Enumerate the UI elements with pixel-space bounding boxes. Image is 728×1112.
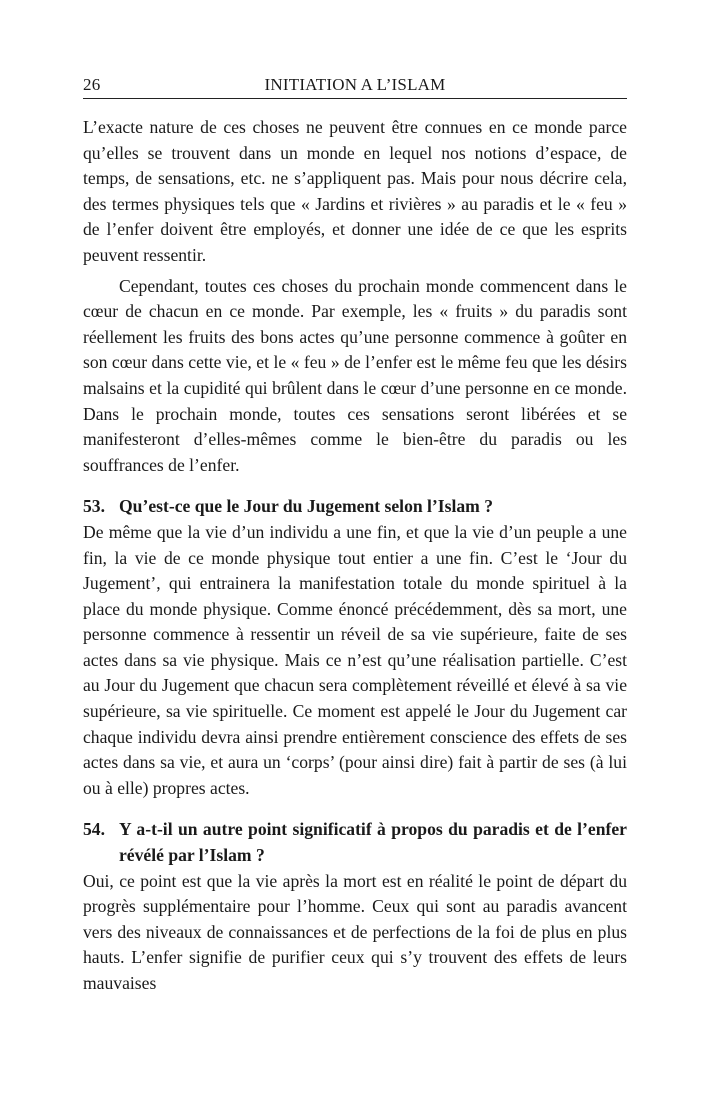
running-title: INITIATION A L’ISLAM: [264, 75, 446, 94]
question-53-number: 53.: [83, 496, 105, 517]
question-54-heading: [83, 817, 627, 868]
question-54-text: Y a-t-il un autre point significatif à propos du paradis et de l’enfer révélé par l’Islam ?: [119, 819, 627, 866]
question-53-heading: [83, 494, 627, 520]
paragraph-1: L’exacte nature de ces choses ne peuvent être connues en ce monde parce qu’elles se trouvent dans un monde en lequel nos notions d’espace, de temps, de sensations, etc. ne s’appliquent pas. Mais pour nous décrire cela, des termes physiques tels que « Jardins et rivières » au paradis et le « feu » de l’enfer doivent être employés, et donner une idée de ce que les esprits peuvent ressentir.: [83, 117, 627, 265]
paragraph-2: Cependant, toutes ces choses du prochain monde commencent dans le cœur de chacun en ce monde. Par exemple, les « fruits » du paradis sont réellement les fruits des bons actes qu’une personne commence à goûter en son cœur dans cette vie, et le « feu » de l’enfer est le même feu que les désirs malsains et la cupidité qui brûlent dans le cœur d’une personne en ce monde. Dans le prochain monde, toutes ces sensations seront libérées et se manifesteront d’elles-mêmes comme le bien-être du paradis ou les souffrances de l’enfer.: [83, 275, 627, 475]
page-number: 26: [83, 75, 101, 94]
page-body: [83, 115, 627, 997]
paragraph-3: De même que la vie d’un individu a une fin, et que la vie d’un peuple a une fin, la vie de ce monde physique tout entier a une fin. C’est le ‘Jour du Jugement’, qui entrainera la manifestation totale du monde spirituel à la place du monde physique. Comme énoncé précédemment, dès sa mort, une personne commence à ressentir un réveil de sa vie supérieure, faite de ses actes dans sa vie physique. Mais ce n’est qu’une réalisation partielle. C’est au Jour du Jugement que chacun sera complètement réveillé et élevé à sa vie supérieure, sa vie spirituelle. Ce moment est appelé le Jour du Jugement car chaque individu devra ainsi prendre entièrement conscience des effets de ses actes dans sa vie, et aura un ‘corps’ (pour ainsi dire) fait à partir de ses (à lui ou à elle) propres actes.: [83, 521, 627, 798]
question-54-number: 54.: [83, 819, 105, 840]
book-page: [83, 62, 627, 997]
running-header: [83, 62, 627, 99]
paragraph-4: Oui, ce point est que la vie après la mort est en réalité le point de départ du progrès supplémentaire pour l’homme. Ceux qui sont au paradis avancent vers des niveaux de connaissances et de perfections de la foi de plus en plus hauts. L’enfer signifie de purifier ceux qui s’y trouvent des effets de leurs mauvaises: [83, 870, 627, 993]
question-53-text: Qu’est-ce que le Jour du Jugement selon l’Islam ?: [119, 496, 494, 517]
